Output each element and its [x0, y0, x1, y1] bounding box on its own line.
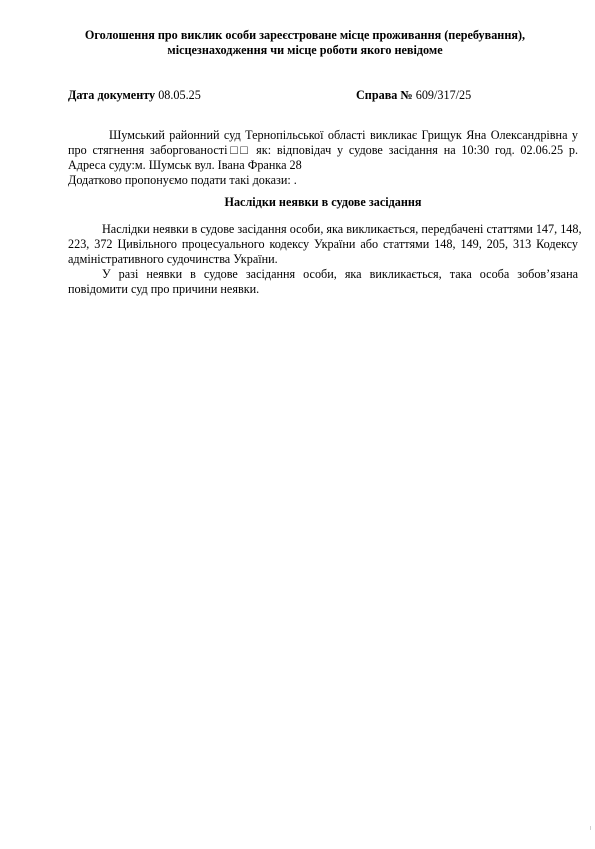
- date-field: [68, 88, 201, 102]
- consequences-heading: Наслідки неявки в судове засідання: [224, 195, 422, 209]
- date-label: Дата документу: [68, 88, 156, 102]
- evidence-request: Додатково пропонуємо подати такі докази: .: [68, 173, 297, 187]
- case-label: Справа №: [356, 88, 413, 102]
- consequences-p1-line-2: 223, 372 Цивільного процесуального кодексу України або статтями 148, 149, 205, 313 Кодексу: [68, 237, 578, 251]
- document-meta: [68, 88, 488, 103]
- consequences-block: [68, 222, 582, 297]
- document-title-line-1: Оголошення про виклик особи зареєстроване місце проживання (перебування),: [84, 28, 526, 42]
- consequences-p2-line-1: У разі неявки в судове засідання особи, яка викликається, така особа зобов’язана: [102, 267, 578, 281]
- summons-line-1: Шумський районний суд Тернопільської області викликає Грищук Яна Олександрівна у: [109, 128, 578, 142]
- summons-block: [68, 128, 578, 188]
- date-value: 08.05.25: [155, 88, 201, 102]
- summons-line-2: про стягнення заборгованості□□ як: відповідач у судове засідання на 10:30 год. 02.06.25 р.: [68, 143, 578, 157]
- court-address: Адреса суду:м. Шумськ вул. Івана Франка 28: [68, 158, 302, 172]
- document-title-line-2: місцезнаходження чи місце роботи якого невідоме: [167, 43, 443, 57]
- page-edge-mark: [590, 826, 591, 830]
- case-value: 609/317/25: [412, 88, 472, 102]
- consequences-p1-line-3: адміністративного судочинства України.: [68, 252, 278, 266]
- consequences-p2-line-2: повідомити суд про причини неявки.: [68, 282, 260, 296]
- document-title: [60, 28, 550, 58]
- case-field: [356, 88, 471, 103]
- consequences-p1-line-1: Наслідки неявки в судове засідання особи, яка викликається, передбачені статтями 147, 148,: [102, 222, 582, 236]
